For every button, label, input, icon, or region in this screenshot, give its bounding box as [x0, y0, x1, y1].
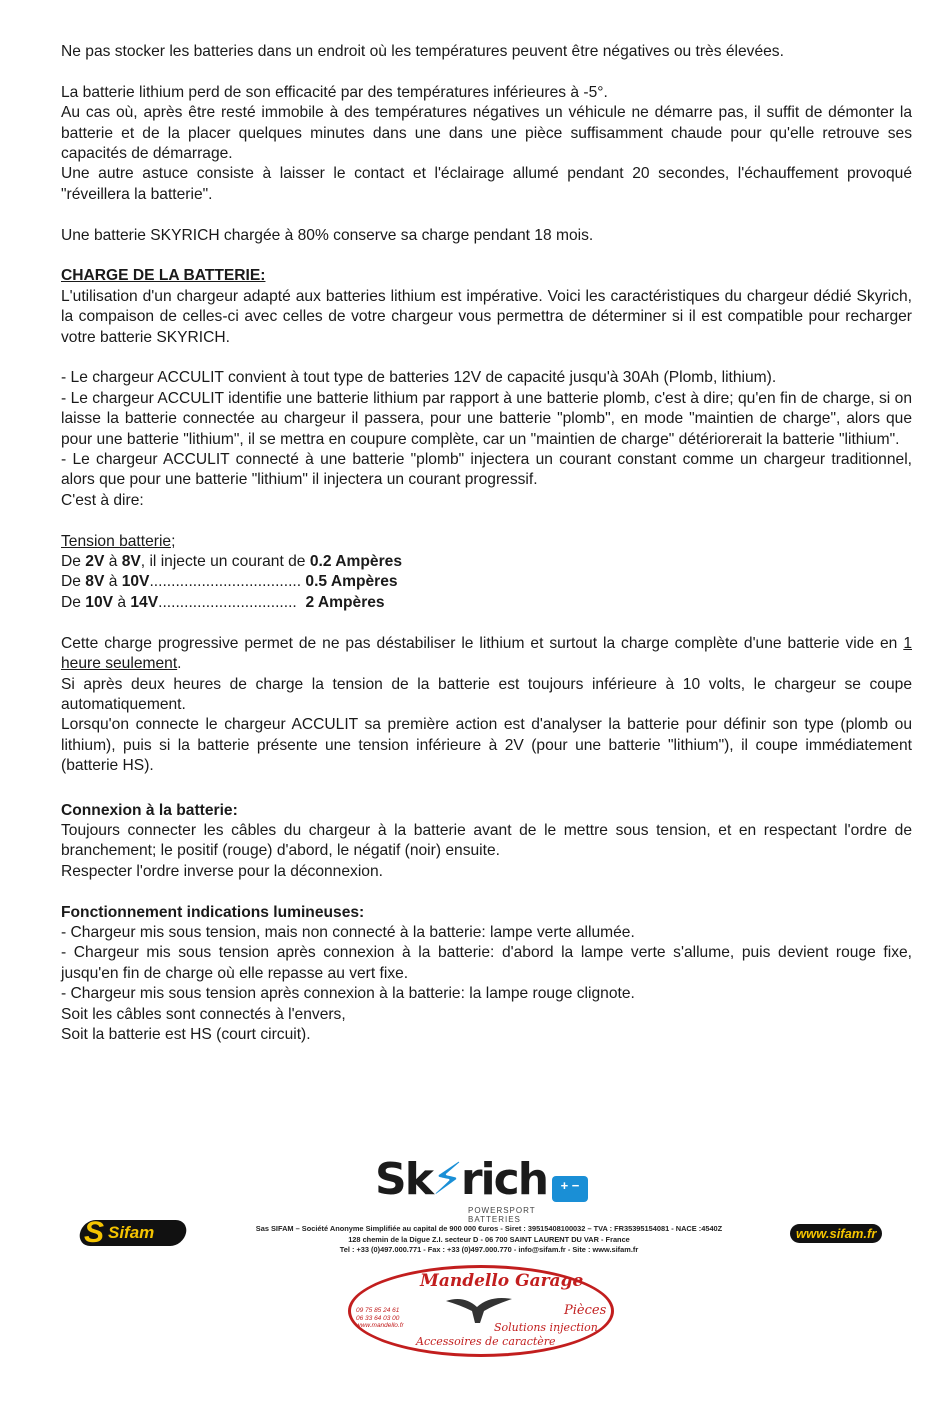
bullet-acculit-current: - Le chargeur ACCULIT connecté à une batterie "plomb" injectera un courant constant comme un chargeur traditionnel, alors que pour une batterie "lithium" il injectera un courant progressif. [61, 451, 912, 489]
charge-retention: Une batterie SKYRICH chargée à 80% conserve sa charge pendant 18 mois. [61, 226, 594, 244]
disconnect-order: Respecter l'ordre inverse pour la déconnexion. [61, 862, 383, 880]
sifam-logo: S Sifam [80, 1220, 186, 1248]
mandello-garage-stamp: Mandello Garage 09 75 85 24 61 06 33 64 03 00 www.mandello.fr Pièces Solutions injection Accessoires de caractère [348, 1265, 614, 1357]
lithium-efficiency: La batterie lithium perd de son efficacité par des températures inférieures à -5°. [61, 83, 608, 101]
storage-warning: Ne pas stocker les batteries dans un endroit où les températures peuvent être négatives ou très élevées. [61, 43, 784, 60]
cest-a-dire: C'est à dire: [61, 491, 144, 509]
tension-row-3: De 10V à 14V................................ 2 Ampères [61, 593, 385, 611]
indicator-green-red: - Chargeur mis sous tension après connexion à la batterie: d'abord la lampe verte s'allume, puis devient rouge fixe, jusqu'en fin de charge où elle repasse au vert fixe. [61, 944, 912, 982]
cold-start-advice: Au cas où, après être resté immobile à des températures négatives un véhicule ne démarre pas, il suffit de démonter la batterie et de la placer quelques minutes dans une dans une pièce suffisamment chaude pour qu'elle retrouve ses capacités de démarrage. [61, 104, 912, 163]
skyrich-logo: Sk⚡rich + − POWERSPORT BATTERIES [375, 1160, 590, 1218]
bullet-acculit-compat: - Le chargeur ACCULIT convient à tout type de batteries 12V de capacité jusqu'à 30Ah (Plomb, lithium). [61, 369, 777, 387]
tension-row-1: De 2V à 8V, il injecte un courant de 0.2 Ampères [61, 553, 402, 571]
wake-tip: Une autre astuce consiste à laisser le contact et l'éclairage allumé pendant 20 secondes, l'échauffement provoqué "réveillera la batterie". [61, 165, 912, 203]
progressive-charge: Cette charge progressive permet de ne pas déstabiliser le lithium et surtout la charge complète d'une batterie vide en 1 heure seulement. [61, 634, 912, 673]
cause-short-circuit: Soit la batterie est HS (court circuit). [61, 1025, 311, 1043]
footer [0, 1154, 952, 1408]
document-body [61, 42, 912, 1045]
bullet-acculit-identify: - Le chargeur ACCULIT identifie une batterie lithium par rapport à une batterie plomb, c'est à dire; qu'en fin de charge, si on laisse la batterie connectée au chargeur il passera, pour une batterie "plomb", en mode "maintien de charge", alors que pour une batterie "lithium", il se mettra en coupure complète, car un "maintien de charge" détériorerait la batterie "lithium". [61, 389, 912, 448]
charge-heading: CHARGE DE LA BATTERIE: [61, 267, 266, 285]
company-legal-info: Sas SIFAM – Société Anonyme Simplifiée au capital de 900 000 €uros - Siret : 39515408100032 – TVA : FR35395154081 - NACE :4540Z 128 chemin de la Digue Z.I. secteur D - 06 700 SAINT LAURENT DU VAR - France Tel : +33 (0)497.000.771 - Fax : +33 (0)497.000.770 - info@sifam.fr - Site : www.sifam.fr [255, 1224, 723, 1254]
connexion-heading: Connexion à la batterie: [61, 801, 238, 819]
charger-intro: L'utilisation d'un chargeur adapté aux batteries lithium est impérative. Voici les caractéristiques du chargeur dédié Skyrich, la compaison de celles-ci avec celles de votre chargeur vous permettra de déterminer si il est compatible pour recharger votre batterie SKYRICH. [61, 287, 912, 346]
auto-cutoff: Si après deux heures de charge la tension de la batterie est toujours inférieure à 10 volts, le chargeur se coupe automatiquement. [61, 675, 912, 713]
analysis-step: Lorsqu'on connecte le chargeur ACCULIT sa première action est d'analyser la batterie pour définir son type (plomb ou lithium), puis si la batterie présente une tension inférieure à 2V (pour une batterie "lithium"), il coupe immédiatement (batterie HS). [61, 716, 912, 775]
indicators-heading: Fonctionnement indications lumineuses: [61, 903, 365, 921]
website-link[interactable]: www.sifam.fr [790, 1224, 882, 1243]
tension-row-2: De 8V à 10V................................... 0.5 Ampères [61, 573, 398, 591]
battery-icon: + − [552, 1176, 588, 1202]
indicator-blinking: - Chargeur mis sous tension après connexion à la batterie: la lampe rouge clignote. [61, 985, 635, 1003]
connexion-order: Toujours connecter les câbles du chargeur à la batterie avant de le mettre sous tension, et en respectant l'ordre de branchement; le positif (rouge) d'abord, le négatif (noir) ensuite. [61, 821, 912, 860]
cause-reversed: Soit les câbles sont connectés à l'envers, [61, 1005, 346, 1023]
bolt-icon: ⚡ [431, 1154, 461, 1205]
tension-heading: Tension batterie; [61, 532, 176, 550]
indicator-green: - Chargeur mis sous tension, mais non connecté à la batterie: lampe verte allumée. [61, 923, 635, 941]
